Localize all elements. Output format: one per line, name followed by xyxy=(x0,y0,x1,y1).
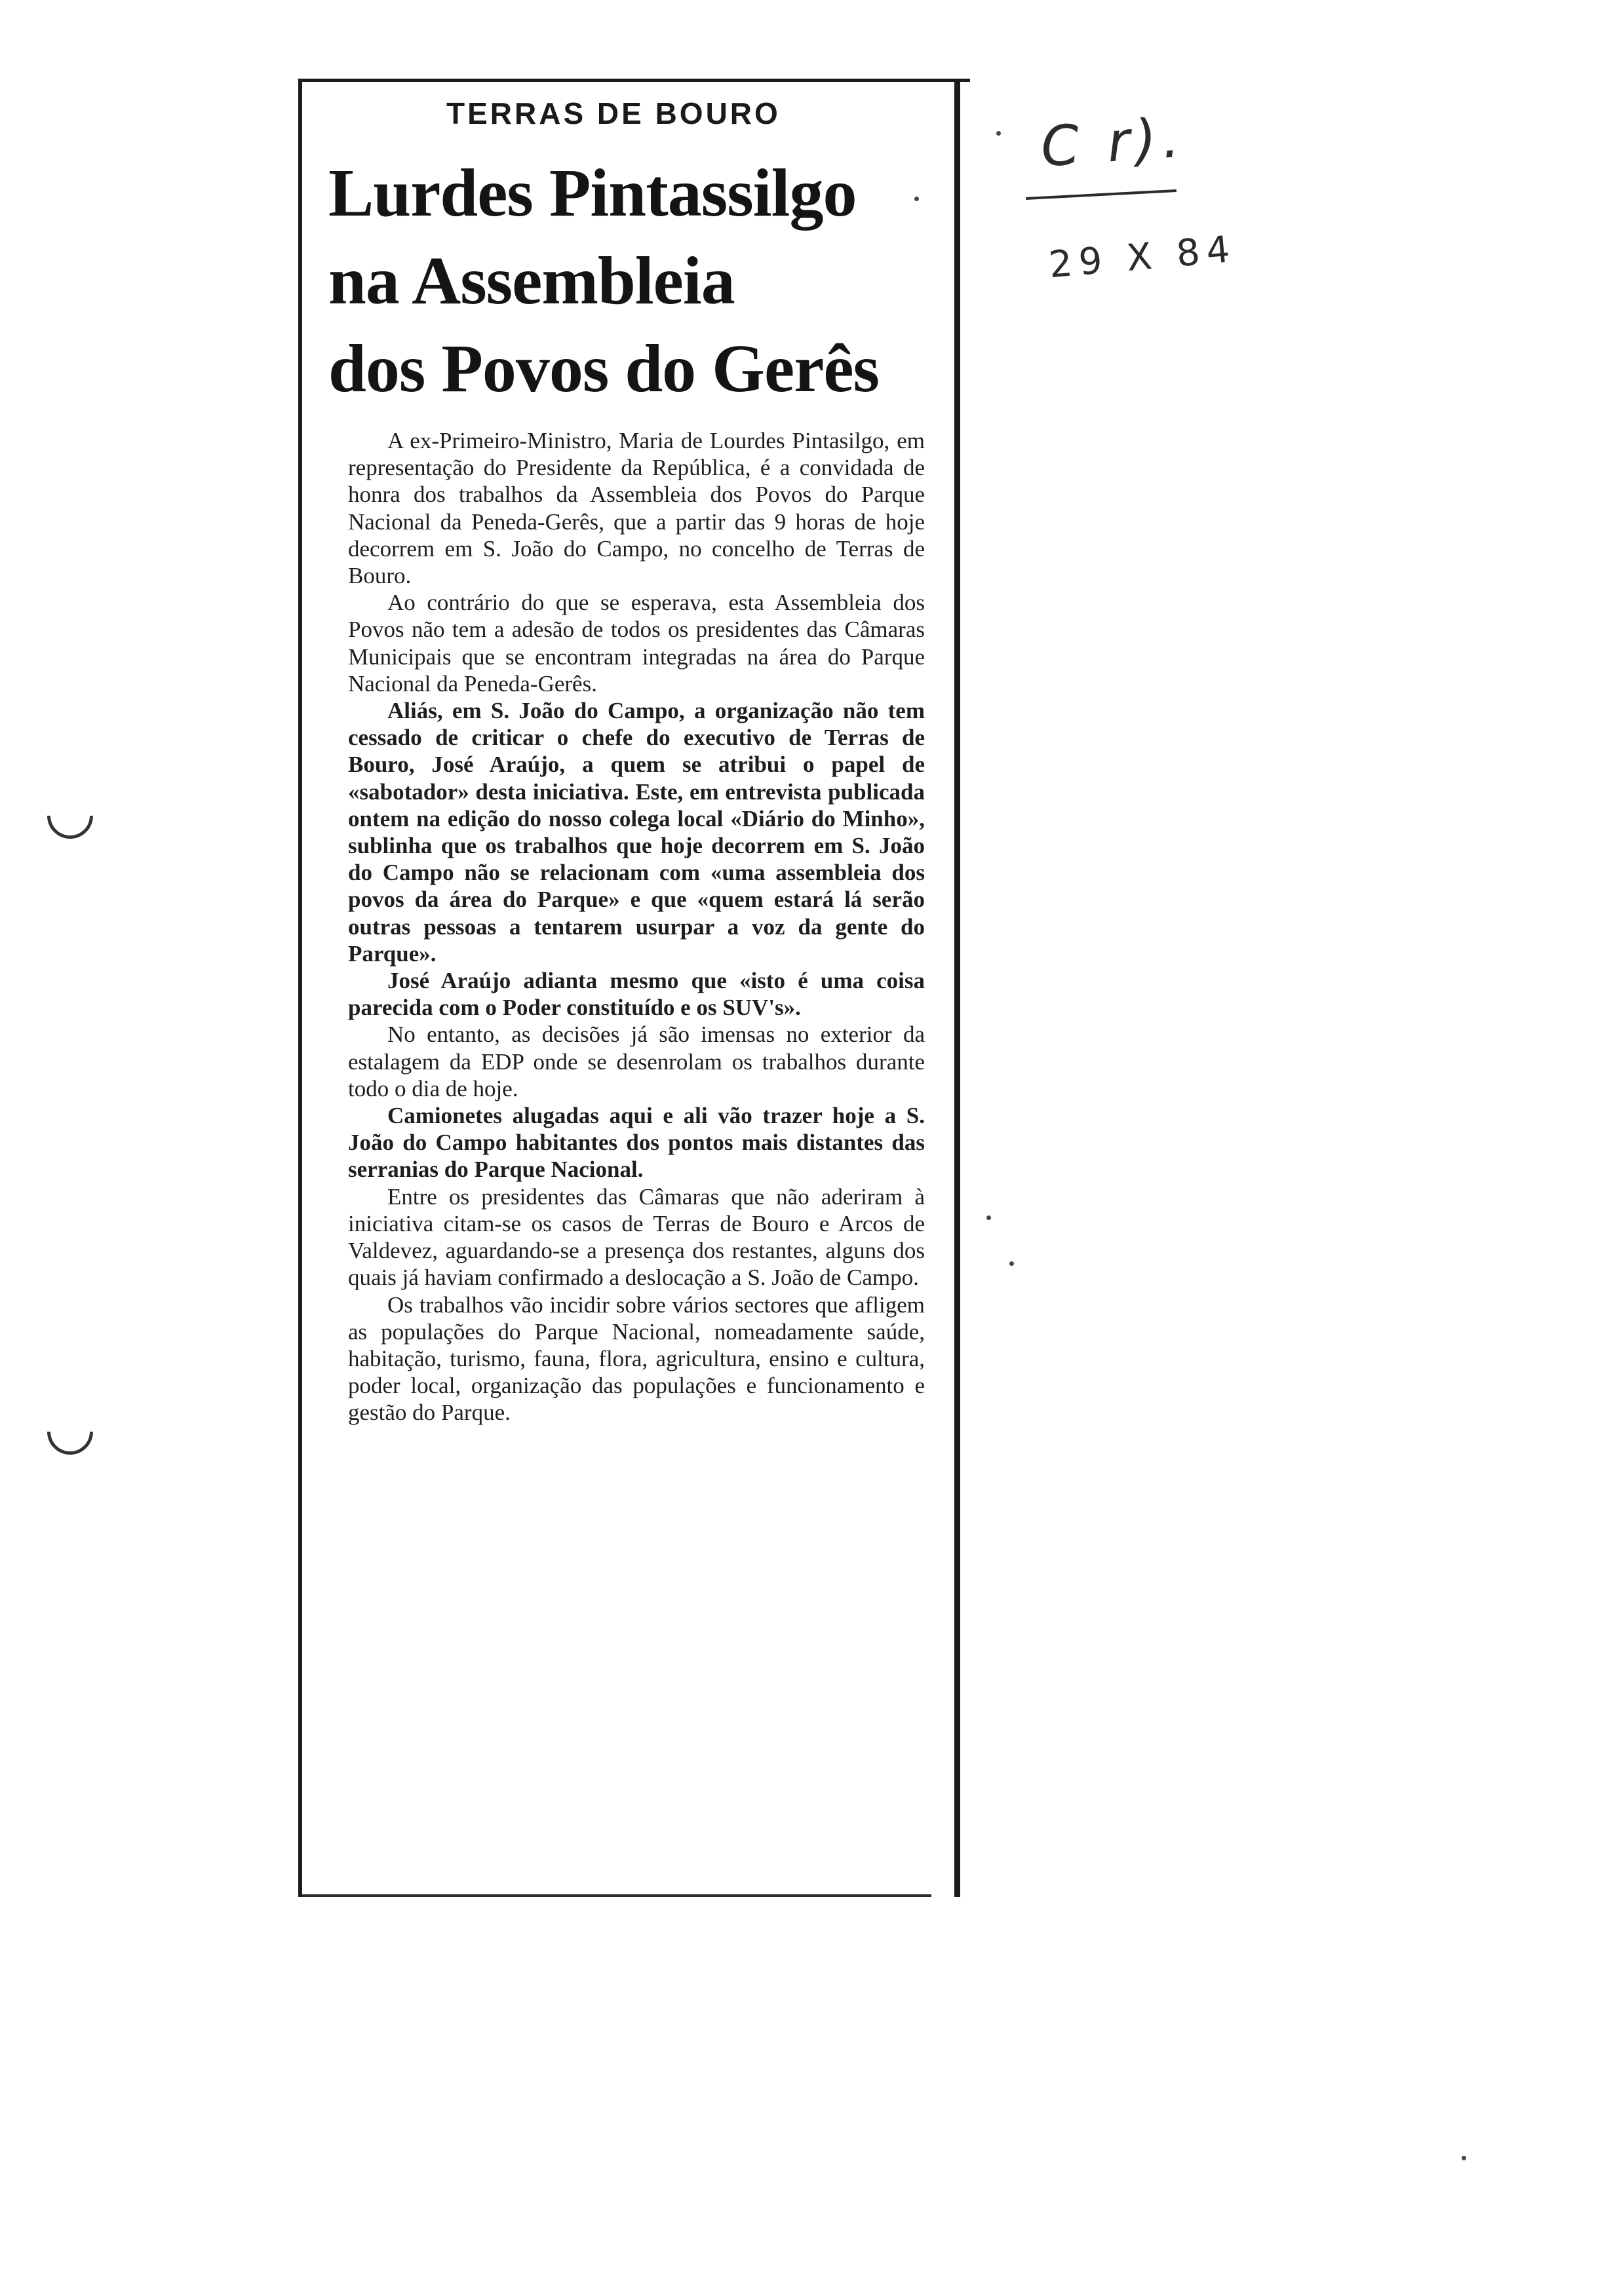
article-body xyxy=(348,427,925,1426)
paragraph-6: Camionetes alugadas aqui e ali vão trazer hoje a S. João do Campo habitantes dos pontos mais distantes das serranias do Parque Nacional. xyxy=(348,1103,925,1183)
paragraph-7: Entre os presidentes das Câmaras que não aderiram à iniciativa citam-se os casos de Terras de Bouro e Arcos de Valdevez, aguardando-se a presença dos restantes, alguns dos quais já haviam confirmado a deslocação a S. João de Campo. xyxy=(348,1183,925,1291)
headline-line-2: na Assembleia xyxy=(328,243,735,318)
handwritten-date: 29 X 84 xyxy=(1047,227,1238,287)
paragraph-5: No entanto, as decisões já são imensas no exterior da estalagem da EDP onde se desenrolam os trabalhos durante todo o dia de hoje. xyxy=(348,1022,925,1101)
handwritten-archive-code: C r). xyxy=(1038,105,1187,180)
headline-line-3: dos Povos do Gerês xyxy=(328,331,879,406)
clipping-top-rule xyxy=(298,79,970,82)
section-kicker: TERRAS DE BOURO xyxy=(446,96,781,130)
newspaper-clipping xyxy=(298,79,960,1897)
scan-speck xyxy=(996,131,1001,136)
clipping-bottom-rule xyxy=(302,1894,931,1897)
paragraph-1: A ex-Primeiro-Ministro, Maria de Lourdes Pintasilgo, em representação do Presidente da República, é a convidada de honra dos trabalhos da Assembleia dos Povos do Parque Nacional da Peneda-Gerês, que a partir das 9 horas de hoje decorrem em S. João do Campo, no concelho de Terras de Bouro. xyxy=(348,428,925,589)
scan-speck xyxy=(986,1215,991,1220)
scan-speck xyxy=(1009,1261,1014,1266)
scan-speck xyxy=(914,197,919,201)
paragraph-4: José Araújo adianta mesmo que «isto é uma coisa parecida com o Poder constituído e os SUV's». xyxy=(348,968,925,1021)
scan-speck xyxy=(1462,2156,1466,2160)
punch-hole-bottom xyxy=(38,1400,103,1464)
punch-hole-top xyxy=(38,784,103,849)
paragraph-2: Ao contrário do que se esperava, esta Assembleia dos Povos não tem a adesão de todos os presidentes das Câmaras Municipais que se encontram integradas na área do Parque Nacional da Peneda-Gerês. xyxy=(348,590,925,697)
article-headline xyxy=(328,149,938,413)
headline-line-1: Lurdes Pintassilgo xyxy=(328,155,857,231)
paragraph-3: Aliás, em S. João do Campo, a organização não tem cessado de criticar o chefe do executivo de Terras de Bouro, José Araújo, a quem se atribui o papel de «sabotador» desta iniciativa. Este, em entrevista publicada ontem na edição do nosso colega local «Diário do Minho», sublinha que os trabalhos que hoje decorrem em S. João do Campo não se relacionam com «uma assembleia dos povos da área do Parque» e que «quem estará lá serão outras pessoas a tentarem usurpar a voz da gente do Parque». xyxy=(348,698,925,966)
paragraph-8: Os trabalhos vão incidir sobre vários sectores que afligem as populações do Parque Nacional, nomeadamente saúde, habitação, turismo, fauna, flora, agricultura, ensino e cultura, poder local, organização das populações e funcionamento e gestão do Parque. xyxy=(348,1292,925,1426)
handwritten-underline xyxy=(1026,189,1177,200)
